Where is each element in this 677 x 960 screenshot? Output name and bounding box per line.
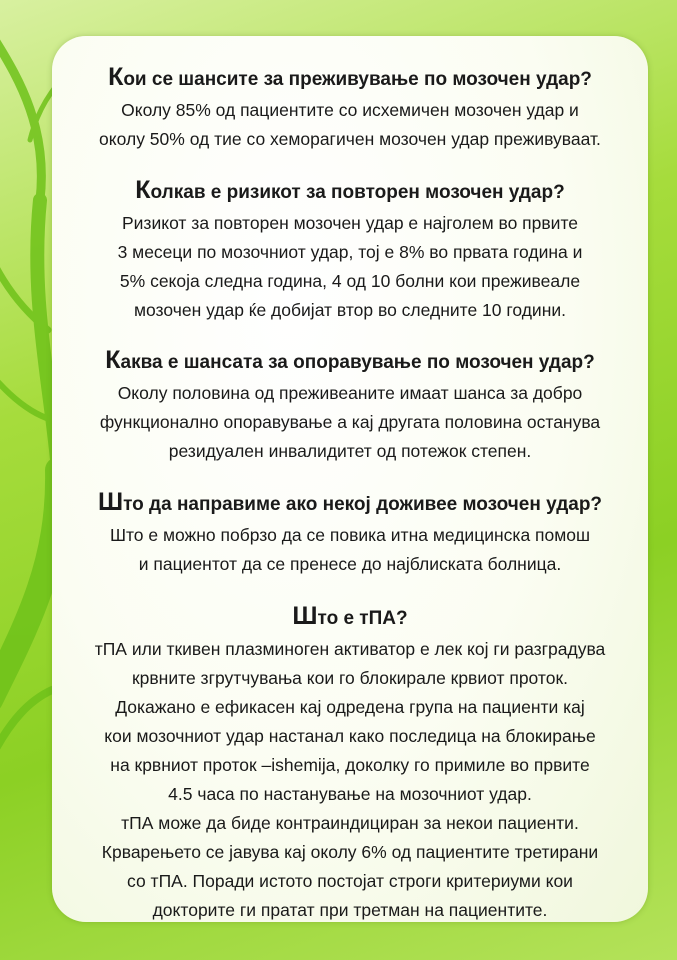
section-survival (52, 64, 648, 154)
section-recovery (52, 347, 648, 466)
question-heading: Што да направиме ако некој доживее мозочен удар? (97, 488, 603, 516)
question-heading: Кои се шансите за преживување по мозочен удар? (108, 63, 592, 91)
answer-text: тПА или ткивен плазминоген активатор е лек кој ги разградува крвните згрутчувања кои го блокирале крвиот проток. Докажано е ефикасен кај одредена група на пациенти кај кои мозочниот удар настанал како последица на блокирање на крвниот проток –ishemija, доколку го примиле во првите 4.5 часа по настанување на мозочниот удар. тПА може да биде контраиндициран за некои пациенти. Крварењето се јавува кај околу 6% од пациентите третирани со тПА. Поради истото постојат строги критериуми кои докторите ги пратат при третман на пациентите. (94, 639, 606, 920)
answer-text: Ризикот за повторен мозочен удар е најголем во првите 3 месеци по мозочниот удар, тој е 8% во првата година и 5% секоја следна година, 4 од 10 болни кои преживеале мозочен удар ќе добијат втор во следните 10 години. (117, 213, 583, 320)
section-what-to-do (52, 489, 648, 579)
section-tpa (52, 603, 648, 925)
question-heading: Каква е шансата за опоравување по мозочен удар? (105, 346, 595, 374)
section-recurrence-risk (52, 177, 648, 325)
content-card (52, 36, 648, 922)
question-heading: Колкав е ризикот за повторен мозочен удар? (135, 176, 565, 204)
answer-text: Околу половина од преживеаните имаат шанса за добро функционално опоравување а кај другата половина останува резидуален инвалидитет од потежок степен. (99, 383, 601, 461)
answer-text: Околу 85% од пациентите со исхемичен мозочен удар и околу 50% од тие со хеморагичен мозочен удар преживуваат. (99, 100, 601, 149)
answer-text: Што е можно побрзо да се повика итна медицинска помош и пациентот да се пренесе до најблиската болница. (109, 525, 591, 574)
question-heading: Што е тПА? (292, 602, 408, 630)
